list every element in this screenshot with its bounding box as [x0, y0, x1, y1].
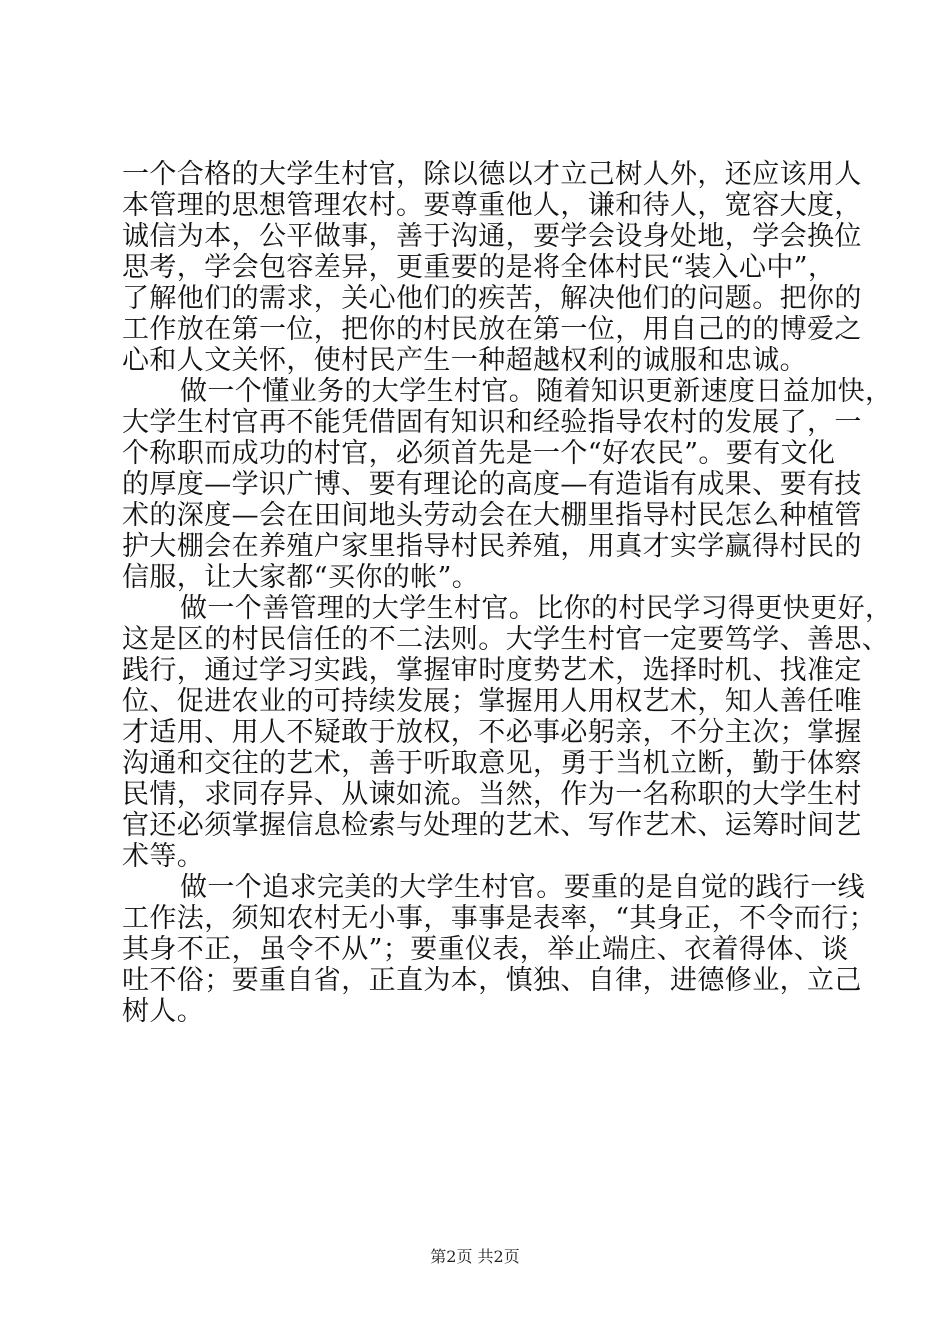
text-line: 树人。 [122, 996, 205, 1027]
text-line: 思考，学会包容差异，更重要的是将全体村民“装入心中”， [122, 252, 836, 283]
text-line: 民情，求同存异、从谏如流。当然，作为一名称职的大学生村 [122, 779, 862, 810]
text-line: 信服，让大家都“买你的帐”。 [122, 562, 480, 593]
text-line: 心和人文关怀，使村民产生一种超越权利的诚服和忠诚。 [122, 345, 807, 376]
text-line: 一个合格的大学生村官，除以德以才立己树人外，还应该用人 [122, 159, 862, 190]
text-line: 诚信为本，公平做事，善于沟通，要学会设身处地，学会换位 [122, 221, 862, 252]
text-line: 做一个追求完美的大学生村官。要重的是自觉的践行一线 [180, 872, 865, 903]
text-line: 做一个善管理的大学生村官。比你的村民学习得更快更好， [180, 593, 893, 624]
paragraph [122, 159, 862, 376]
page-footer: 第2页 共2页 [430, 1247, 520, 1266]
text-line: 大学生村官再不能凭借固有知识和经验指导农村的发展了，一 [122, 407, 862, 438]
text-line: 本管理的思想管理农村。要尊重他人，谦和待人，宽容大度， [122, 190, 862, 221]
text-line: 这是区的村民信任的不二法则。大学生村官一定要笃学、善思、 [122, 624, 890, 655]
text-line: 位、促进农业的可持续发展；掌握用人用权艺术，知人善任唯 [122, 686, 862, 717]
text-line: 践行，通过学习实践，掌握审时度势艺术，选择时机、找准定 [122, 655, 862, 686]
paragraph [122, 593, 893, 872]
text-line: 工作法，须知农村无小事，事事是表率，“其身正，不令而行； [122, 903, 877, 934]
text-line: 官还必须掌握信息检索与处理的艺术、写作艺术、运筹时间艺 [122, 810, 862, 841]
text-line: 其身不正，虽令不从”；要重仪表，举止端庄、衣着得体、谈 [122, 934, 849, 965]
text-line: 才适用、用人不疑敢于放权，不必事必躬亲，不分主次；掌握 [122, 717, 862, 748]
text-line: 术的深度—会在田间地头劳动会在大棚里指导村民怎么种植管 [122, 500, 862, 531]
paragraph [122, 872, 877, 1027]
text-line: 了解他们的需求，关心他们的疾苦，解决他们的问题。把你的 [122, 283, 862, 314]
text-line: 工作放在第一位，把你的村民放在第一位，用自己的的博爱之 [122, 314, 862, 345]
text-line: 个称职而成功的村官，必须首先是一个“好农民”。要有文化 [122, 438, 836, 469]
document-body [122, 159, 893, 1027]
paragraph [122, 376, 893, 593]
text-line: 吐不俗；要重自省，正直为本，慎独、自律，进德修业，立己 [122, 965, 862, 996]
text-line: 的厚度—学识广博、要有理论的高度—有造诣有成果、要有技 [122, 469, 862, 500]
text-line: 沟通和交往的艺术，善于听取意见，勇于当机立断，勤于体察 [122, 748, 862, 779]
text-line: 做一个懂业务的大学生村官。随着知识更新速度日益加快， [180, 376, 893, 407]
text-line: 护大棚会在养殖户家里指导村民养殖，用真才实学赢得村民的 [122, 531, 862, 562]
text-line: 术等。 [122, 841, 205, 872]
